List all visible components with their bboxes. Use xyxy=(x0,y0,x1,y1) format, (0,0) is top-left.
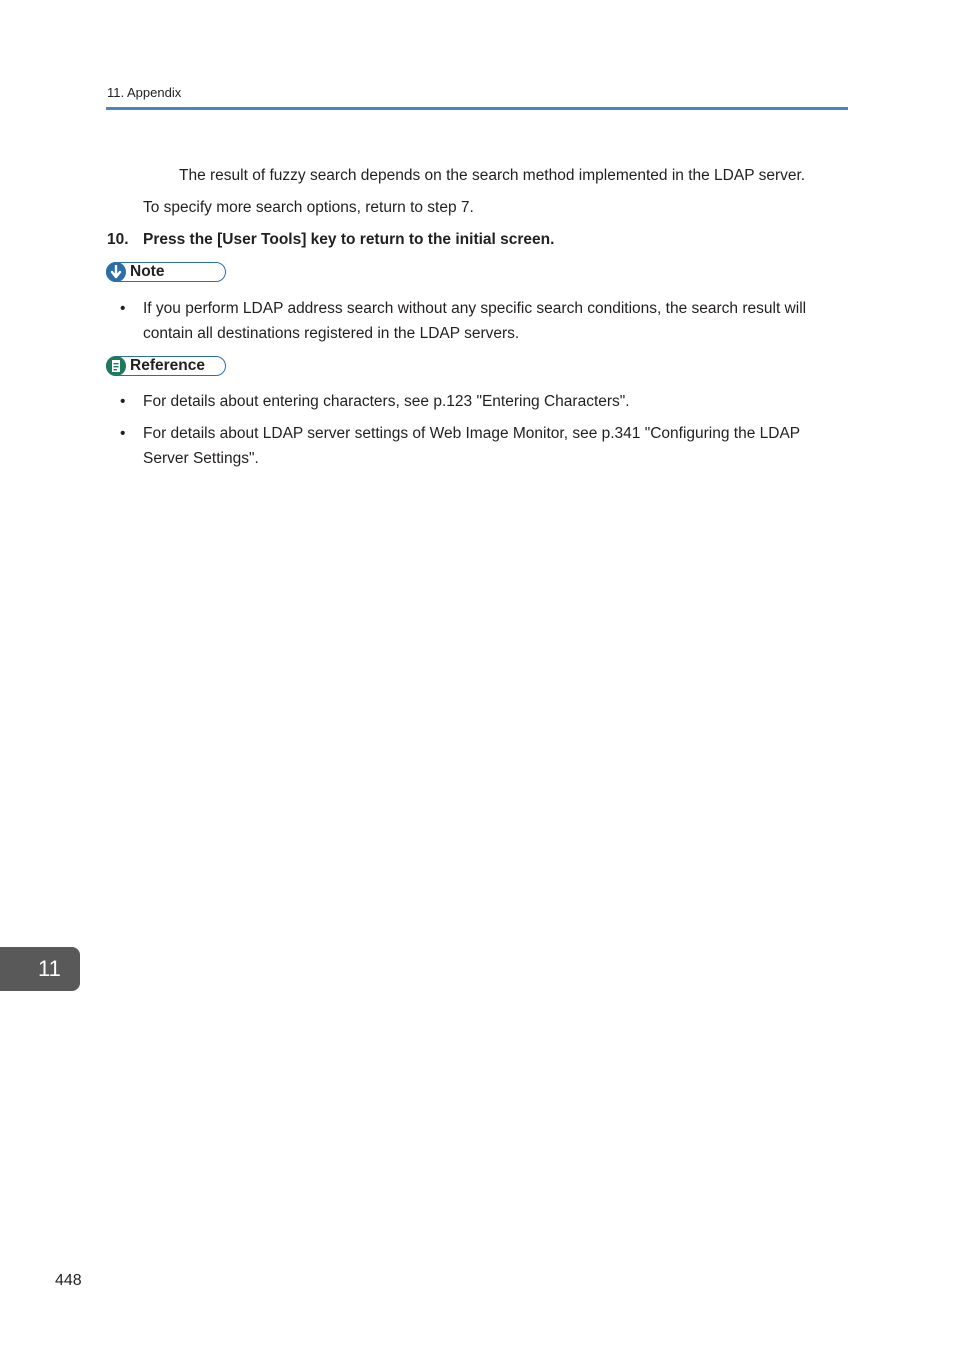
bullet: • xyxy=(120,300,126,317)
step-text: Press the [User Tools] key to return to the initial screen. xyxy=(143,231,555,248)
document-icon xyxy=(106,356,126,376)
chapter-tab xyxy=(0,947,80,991)
page-number: 448 xyxy=(55,1272,82,1289)
note-badge xyxy=(106,262,226,282)
bullet: • xyxy=(120,393,126,410)
fuzzy-search-note: The result of fuzzy search depends on the search method implemented in the LDAP server. xyxy=(179,167,806,184)
bullet: • xyxy=(120,425,126,442)
down-arrow-icon xyxy=(106,262,126,282)
reference-link-ldap-settings[interactable]: For details about LDAP server settings of Web Image Monitor, see p.341 "Configuring the LDAP Server Settings". xyxy=(143,425,800,467)
note-label: Note xyxy=(130,263,165,280)
reference-badge xyxy=(106,356,226,376)
reference-label: Reference xyxy=(130,357,205,374)
more-options-text: To specify more search options, return to step 7. xyxy=(143,199,474,216)
note-item-text: If you perform LDAP address search without any specific search conditions, the search result will contain all destinations registered in the LDAP servers. xyxy=(143,300,807,342)
step-number: 10. xyxy=(107,231,129,248)
header-rule xyxy=(106,107,848,110)
chapter-number: 11 xyxy=(38,956,61,981)
reference-link-entering-characters[interactable]: For details about entering characters, see p.123 "Entering Characters". xyxy=(143,393,630,410)
running-header: 11. Appendix xyxy=(107,85,182,100)
